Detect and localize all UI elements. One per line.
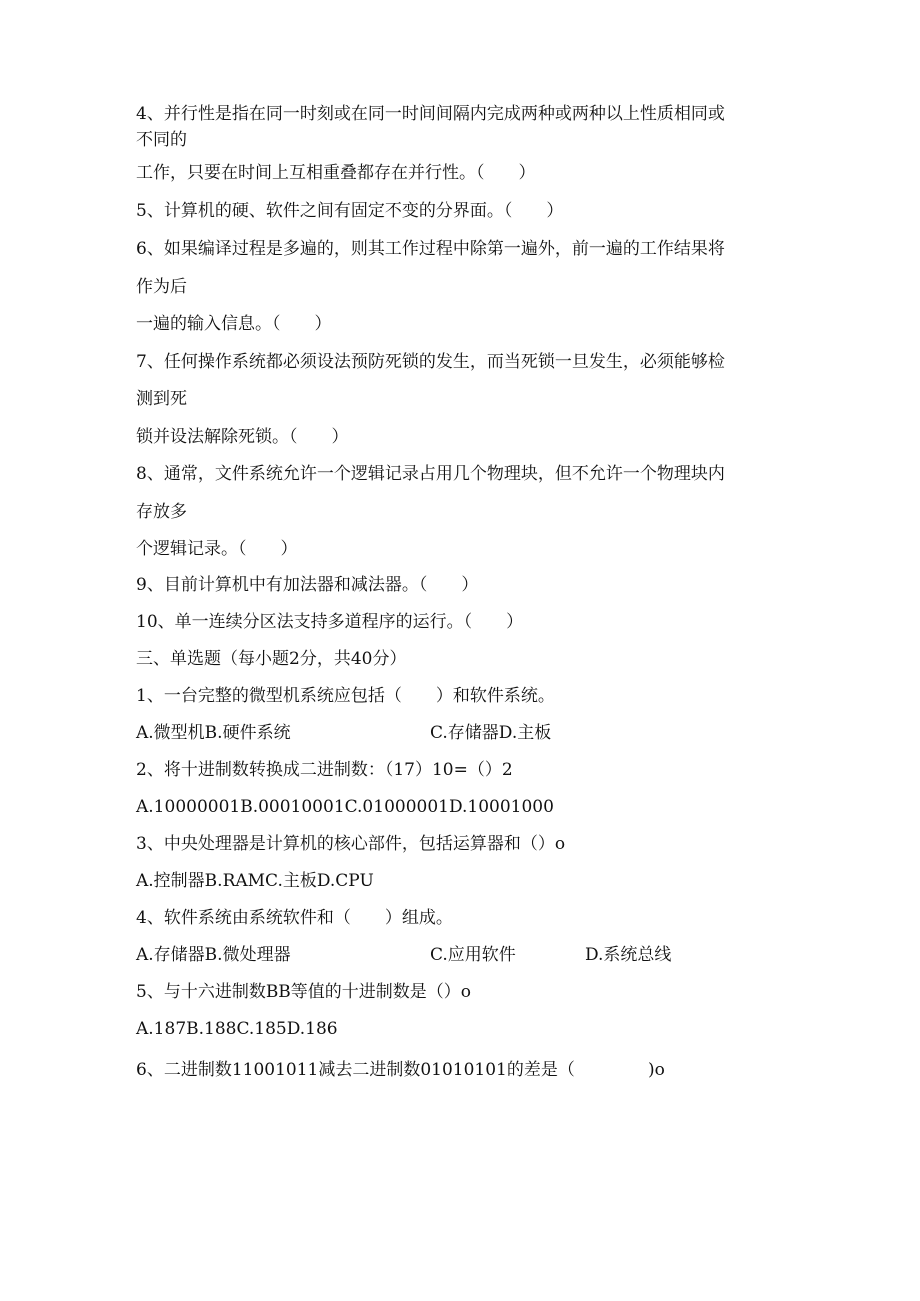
mc-question-2-options: A.10000001B.00010001C.01000001D.10001000 [136, 797, 554, 817]
tf-question-6-line-1: 6、如果编译过程是多遍的，则其工作过程中除第一遍外，前一遍的工作结果将 [136, 239, 725, 259]
tf-question-8-line-1: 8、通常，文件系统允许一个逻辑记录占用几个物理块，但不允许一个物理块内 [136, 464, 725, 484]
mc-question-1: 1、一台完整的微型机系统应包括（ ）和软件系统。 [136, 686, 555, 706]
tf-question-9: 9、目前计算机中有加法器和减法器。（ ） [136, 575, 479, 595]
tf-question-6-line-3: 一遍的输入信息。（ ） [136, 314, 332, 334]
mc-question-1-options-cd: C.存储器D.主板 [430, 723, 552, 743]
mc-question-6-part-b: )o [648, 1060, 665, 1080]
tf-question-7-line-3: 锁并设法解除死锁。（ ） [136, 427, 349, 447]
tf-question-6-line-2: 作为后 [136, 277, 187, 297]
tf-question-7-line-1: 7、任何操作系统都必须设法预防死锁的发生，而当死锁一旦发生，必须能够检 [136, 352, 725, 372]
tf-question-4-line-2: 不同的 [136, 130, 187, 150]
mc-question-5: 5、与十六进制数BB等值的十进制数是（）o [136, 982, 472, 1002]
mc-question-4: 4、软件系统由系统软件和（ ）组成。 [136, 908, 453, 928]
mc-question-5-options: A.187B.188C.185D.186 [136, 1019, 338, 1039]
tf-question-5: 5、计算机的硬、软件之间有固定不变的分界面。（ ） [136, 201, 564, 221]
section-heading-single-choice: 三、单选题（每小题2分，共40分） [136, 649, 407, 669]
mc-question-4-options-ab: A.存储器B.微处理器 [136, 945, 291, 965]
mc-question-6-part-a: 6、二进制数11001011减去二进制数01010101的差是（ [136, 1060, 575, 1080]
mc-question-3: 3、中央处理器是计算机的核心部件，包括运算器和（）o [136, 834, 566, 854]
tf-question-10: 10、单一连续分区法支持多道程序的运行。（ ） [136, 612, 524, 632]
tf-question-4-line-1: 4、并行性是指在同一时刻或在同一时间间隔内完成两种或两种以上性质相同或 [136, 104, 725, 124]
mc-question-4-option-d: D.系统总线 [585, 945, 672, 965]
mc-question-3-options: A.控制器B.RAMC.主板D.CPU [136, 871, 374, 891]
mc-question-1-options-ab: A.微型机B.硬件系统 [136, 723, 291, 743]
tf-question-7-line-2: 测到死 [136, 389, 187, 409]
mc-question-4-option-c: C.应用软件 [430, 945, 516, 965]
mc-question-2: 2、将十进制数转换成二进制数：（17）10=（）2 [136, 760, 513, 780]
tf-question-8-line-2: 存放多 [136, 502, 187, 522]
tf-question-8-line-3: 个逻辑记录。（ ） [136, 539, 298, 559]
tf-question-4-line-3: 工作，只要在时间上互相重叠都存在并行性。（ ） [136, 163, 536, 183]
